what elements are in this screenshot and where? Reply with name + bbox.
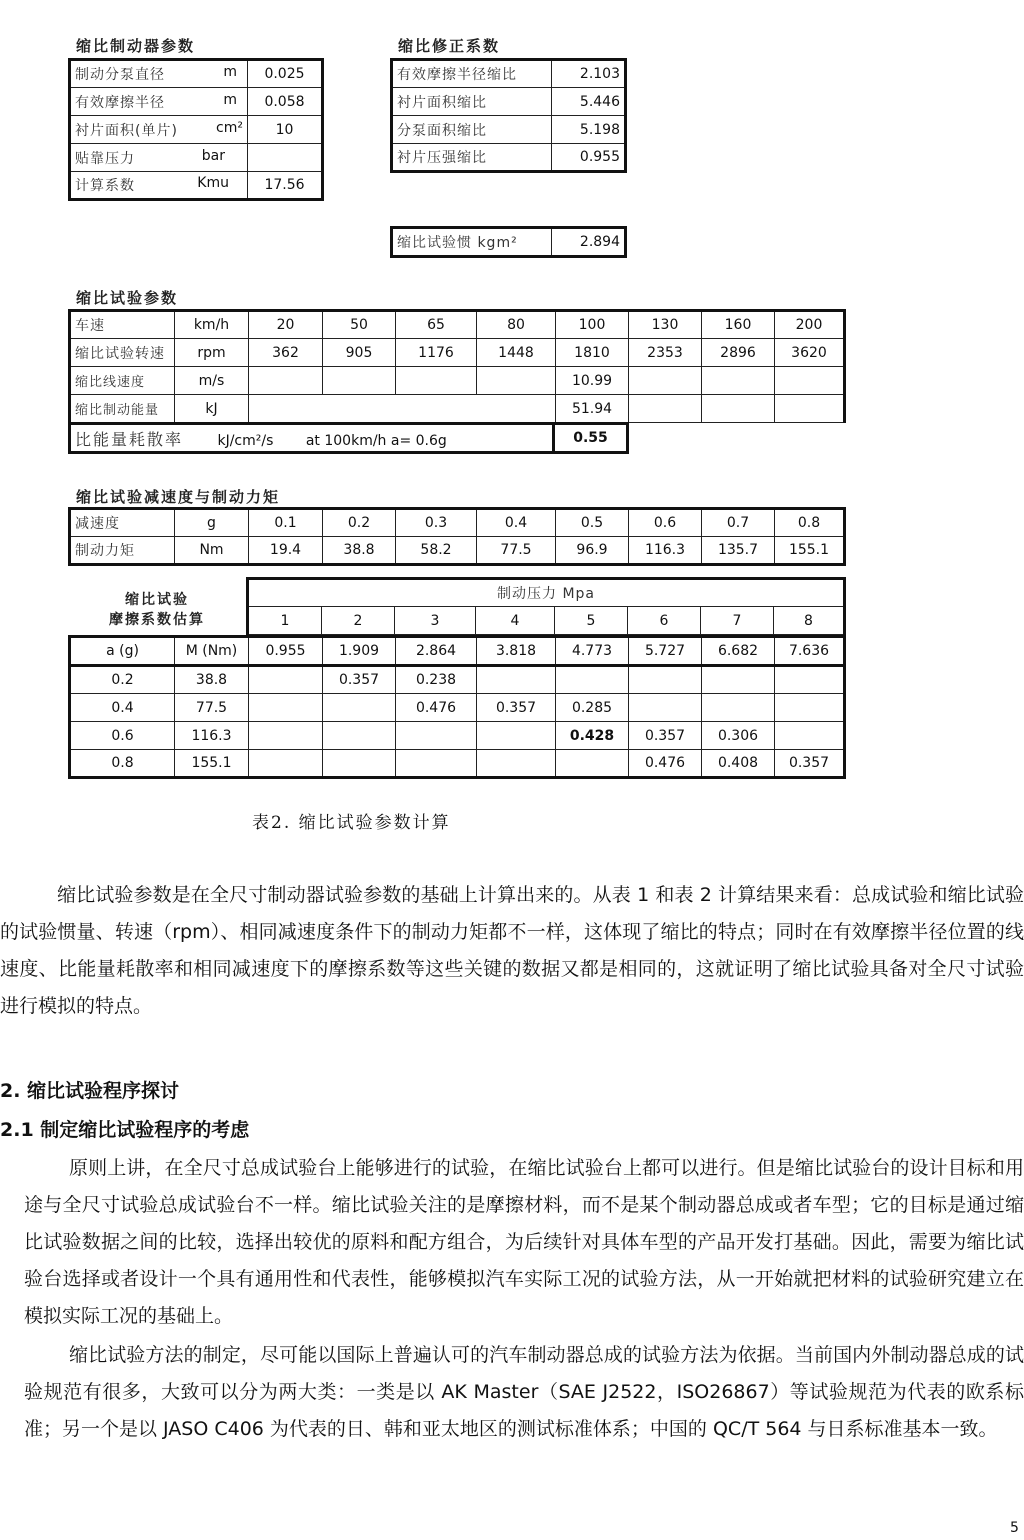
value-cell: 0.058: [248, 88, 323, 116]
torque-cell: 116.3: [629, 537, 702, 565]
header-val-cell: 0.955: [249, 637, 323, 666]
table-row: [248, 607, 845, 635]
mu-cell: [477, 722, 556, 750]
table-row: [70, 116, 323, 144]
mu-cell: [249, 722, 323, 750]
row-label: 缩比试验转速: [70, 339, 175, 367]
value-cell: 2.103: [552, 60, 626, 88]
header-val-cell: 4.773: [556, 637, 629, 666]
header-val-cell: 5.727: [629, 637, 702, 666]
table-row: [392, 60, 626, 88]
rpm-cell: 1176: [396, 339, 477, 367]
mu-cell: [629, 694, 702, 722]
mu-cell: [323, 722, 396, 750]
pressure-cell: 3: [395, 607, 476, 635]
table-row: [70, 60, 323, 88]
param-cell: 衬片面积缩比: [392, 88, 552, 116]
speed-cell: 65: [396, 311, 477, 339]
linv-cell: 10.99: [556, 367, 629, 395]
value-cell: 17.56: [248, 172, 323, 200]
rpm-cell: 3620: [775, 339, 845, 367]
empty-cell: [396, 367, 477, 395]
speed-cell: 130: [629, 311, 702, 339]
table-row: [70, 722, 845, 750]
empty-cell: [702, 395, 775, 423]
row-unit: rpm: [175, 339, 249, 367]
header-val-cell: 3.818: [477, 637, 556, 666]
torque-cell: 38.8: [323, 537, 396, 565]
rpm-cell: 2896: [702, 339, 775, 367]
value-cell: 0.955: [552, 144, 626, 172]
mu-cell: [249, 666, 323, 694]
m-cell: 116.3: [175, 722, 249, 750]
torque-cell: 77.5: [477, 537, 556, 565]
table-row: [70, 537, 845, 565]
row-label: 缩比线速度: [70, 367, 175, 395]
t5-title: 缩比试验减速度与制动力矩: [76, 488, 281, 506]
corner-line2: 摩擦系数估算: [109, 612, 205, 628]
mu-cell: 0.285: [556, 694, 629, 722]
energy-rate-table: [68, 422, 629, 454]
mu-cell: [556, 666, 629, 694]
decel-cell: 0.2: [323, 509, 396, 537]
decel-cell: 0.7: [702, 509, 775, 537]
param-cell: 有效摩擦半径缩比: [392, 60, 552, 88]
table-row: [70, 339, 845, 367]
table-row: [248, 579, 845, 607]
m-cell: 77.5: [175, 694, 249, 722]
param-cell: 缩比试验惯 kgm²: [392, 228, 552, 257]
decel-cell: 0.4: [477, 509, 556, 537]
m-cell: 155.1: [175, 750, 249, 778]
mu-cell: [396, 722, 477, 750]
decel-cell: 0.1: [249, 509, 323, 537]
empty-cell: [702, 367, 775, 395]
a-cell: 0.4: [70, 694, 175, 722]
param-cell: 制动分泵直径 m: [70, 60, 248, 88]
torque-cell: 96.9: [556, 537, 629, 565]
a-cell: 0.2: [70, 666, 175, 694]
mu-cell: 0.357: [477, 694, 556, 722]
param-cell: 计算系数 Kmu: [70, 172, 248, 200]
table-row: [70, 88, 323, 116]
table-row: [70, 694, 845, 722]
t2-title: 缩比修正系数: [398, 37, 501, 55]
row-unit: km/h: [175, 311, 249, 339]
value-cell: 10: [248, 116, 323, 144]
table-row: [70, 666, 845, 694]
table-row: [70, 311, 845, 339]
table-row: [392, 116, 626, 144]
speed-cell: 50: [323, 311, 396, 339]
row-unit: g: [175, 509, 249, 537]
row-label: 缩比制动能量: [70, 395, 175, 423]
row-label: 制动力矩: [70, 537, 175, 565]
rpm-cell: 1448: [477, 339, 556, 367]
inertia-table: [390, 226, 627, 258]
decel-torque-table: [68, 507, 846, 566]
paragraph-1: 缩比试验参数是在全尺寸制动器试验参数的基础上计算出来的。从表 1 和表 2 计算结果来看：总成试验和缩比试验的试验惯量、转速（rpm）、相同减速度条件下的制动力矩都不一样，这体现了缩比的特点；同时在有效摩擦半径位置的线速度、比能量耗散率和相同减速度下的摩擦系数等这些关键的数据又都是相同的，这就证明了缩比试验具备对全尺寸试验进行模拟的特点。: [0, 884, 1024, 1017]
mu-cell: [323, 750, 396, 778]
mu-cell: [323, 694, 396, 722]
torque-cell: 58.2: [396, 537, 477, 565]
mu-cell: [477, 750, 556, 778]
rpm-cell: 2353: [629, 339, 702, 367]
mu-cell: [556, 750, 629, 778]
empty-cell: [323, 367, 396, 395]
test-params-block: [68, 309, 843, 452]
value-cell: 5.198: [552, 116, 626, 144]
mu-cell: 0.357: [629, 722, 702, 750]
mu-cell: [702, 666, 775, 694]
correction-factor-table: [390, 58, 627, 173]
mu-cell: [775, 666, 845, 694]
row-unit: kJ: [175, 395, 249, 423]
pressure-cell: 8: [774, 607, 845, 635]
mu-cell: 0.408: [702, 750, 775, 778]
mu-cell: 0.476: [629, 750, 702, 778]
mu-cell: [629, 666, 702, 694]
rate-value-cell: 0.55: [554, 424, 628, 453]
decel-cell: 0.8: [775, 509, 845, 537]
param-cell: 贴靠压力 bar: [70, 144, 248, 172]
mu-cell: [775, 694, 845, 722]
mu-cell: [702, 694, 775, 722]
value-cell: 5.446: [552, 88, 626, 116]
mu-cell-highlight: 0.428: [556, 722, 629, 750]
speed-cell: 160: [702, 311, 775, 339]
param-cell: 有效摩擦半径 m: [70, 88, 248, 116]
test-params-table: [68, 309, 846, 423]
energy-cell: 51.94: [556, 395, 629, 423]
table-row: [70, 395, 845, 423]
empty-cell: [249, 367, 323, 395]
pressure-header-table: [246, 577, 846, 635]
table-row: [70, 509, 845, 537]
mu-cell: [249, 694, 323, 722]
brake-params-table: [68, 58, 324, 201]
table-caption: 表2. 缩比试验参数计算: [252, 813, 451, 833]
mu-cell: [249, 750, 323, 778]
speed-cell: 80: [477, 311, 556, 339]
row-unit: Nm: [175, 537, 249, 565]
a-cell: 0.6: [70, 722, 175, 750]
pressure-cell: 1: [248, 607, 322, 635]
empty-cell: [629, 367, 702, 395]
pressure-cell: 2: [322, 607, 395, 635]
table-row: [70, 637, 845, 666]
table-row: [70, 424, 628, 453]
value-cell: [248, 144, 323, 172]
rpm-cell: 1810: [556, 339, 629, 367]
empty-cell: [629, 395, 702, 423]
row-label: 减速度: [70, 509, 175, 537]
header-val-cell: 7.636: [775, 637, 845, 666]
mu-cell: [775, 722, 845, 750]
table-row: [70, 144, 323, 172]
torque-cell: 135.7: [702, 537, 775, 565]
speed-cell: 100: [556, 311, 629, 339]
row-unit: m/s: [175, 367, 249, 395]
decel-cell: 0.3: [396, 509, 477, 537]
table-row: [70, 172, 323, 200]
m-cell: 38.8: [175, 666, 249, 694]
section-heading: 2. 缩比试验程序探讨: [0, 1080, 180, 1102]
pressure-cell: 4: [476, 607, 555, 635]
mu-cell: 0.238: [396, 666, 477, 694]
rpm-cell: 362: [249, 339, 323, 367]
header-val-cell: 2.864: [396, 637, 477, 666]
empty-cell: [775, 395, 845, 423]
rpm-cell: 905: [323, 339, 396, 367]
table-row: [392, 228, 626, 257]
t4-title: 缩比试验参数: [76, 289, 179, 307]
mu-cell: [396, 750, 477, 778]
subsection-heading: 2.1 制定缩比试验程序的考虑: [0, 1119, 250, 1141]
header-val-cell: 6.682: [702, 637, 775, 666]
speed-cell: 200: [775, 311, 845, 339]
torque-cell: 155.1: [775, 537, 845, 565]
row-label: 车速: [70, 311, 175, 339]
table-row: [70, 750, 845, 778]
paragraph-2: 原则上讲，在全尺寸总成试验台上能够进行的试验，在缩比试验台上都可以进行。但是缩比试验台的设计目标和用途与全尺寸试验总成试验台不一样。缩比试验关注的是摩擦材料，而不是某个制动器总成或者车型；它的目标是通过缩比试验数据之间的比较，选择出较优的原料和配方组合，为后续针对具体车型的产品开发打基础。因此，需要为缩比试验台选择或者设计一个具有通用性和代表性，能够模拟汽车实际工况的试验方法，从一开始就把材料的试验研究建立在模拟实际工况的基础上。: [24, 1157, 1024, 1327]
friction-estimate-table: [68, 635, 846, 779]
col-header: a (g): [70, 637, 175, 666]
decel-cell: 0.5: [556, 509, 629, 537]
table-row: [70, 367, 845, 395]
pressure-cell: 6: [628, 607, 701, 635]
a-cell: 0.8: [70, 750, 175, 778]
empty-cell: [249, 395, 556, 423]
mu-cell: 0.476: [396, 694, 477, 722]
param-cell: 衬片面积(单片) cm²: [70, 116, 248, 144]
value-cell: 0.025: [248, 60, 323, 88]
mu-cell: 0.357: [323, 666, 396, 694]
empty-cell: [775, 367, 845, 395]
empty-cell: [477, 367, 556, 395]
paragraph-3: 缩比试验方法的制定，尽可能以国际上普遍认可的汽车制动器总成的试验方法为依据。当前国内外制动器总成的试验规范有很多，大致可以分为两大类：一类是以 AK Master（SAE J2522，ISO26867）等试验规范为代表的欧系标准；另一个是以 JASO C406 为代表的日、韩和亚太地区的测试标准体系；中国的 QC/T 564 与日系标准基本一致。: [24, 1344, 1024, 1440]
friction-corner-label: [68, 577, 246, 635]
param-cell: 分泵面积缩比: [392, 116, 552, 144]
decel-cell: 0.6: [629, 509, 702, 537]
header-val-cell: 1.909: [323, 637, 396, 666]
page-number: 5: [1010, 1520, 1019, 1536]
corner-line1: 缩比试验: [125, 592, 189, 608]
pressure-cell: 5: [555, 607, 628, 635]
rate-label-cell: 比能量耗散率 kJ/cm²/s at 100km/h a= 0.6g: [70, 424, 554, 453]
col-header: M (Nm): [175, 637, 249, 666]
pressure-cell: 7: [701, 607, 774, 635]
mu-cell: [477, 666, 556, 694]
param-cell: 衬片压强缩比: [392, 144, 552, 172]
torque-cell: 19.4: [249, 537, 323, 565]
pressure-header: 制动压力 Mpa: [248, 579, 845, 607]
t1-title: 缩比制动器参数: [76, 37, 196, 55]
mu-cell: 0.357: [775, 750, 845, 778]
speed-cell: 20: [249, 311, 323, 339]
value-cell: 2.894: [552, 228, 626, 257]
mu-cell: 0.306: [702, 722, 775, 750]
table-row: [392, 144, 626, 172]
table-row: [392, 88, 626, 116]
